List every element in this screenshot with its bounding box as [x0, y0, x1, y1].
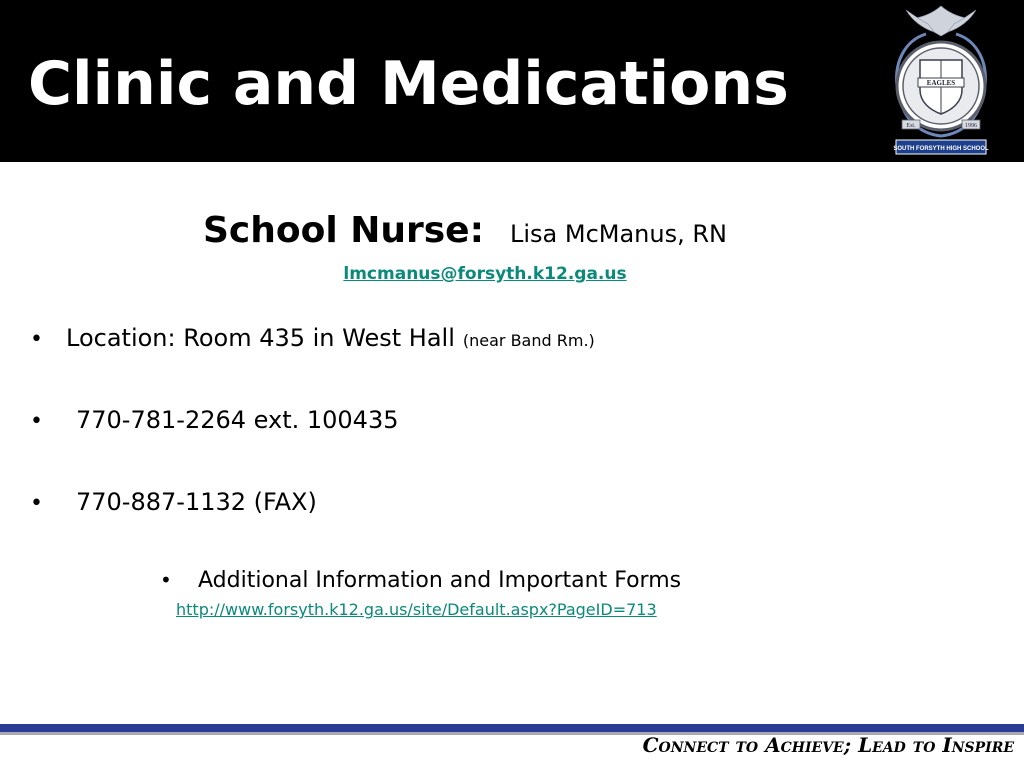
logo-caption: SOUTH FORSYTH HIGH SCHOOL — [893, 146, 989, 152]
bullet-icon: • — [160, 568, 172, 592]
logo-est-year: 1996 — [965, 123, 977, 129]
list-item-phone — [30, 406, 398, 434]
school-nurse-line — [0, 210, 930, 251]
footer-divider — [0, 724, 1024, 732]
header-bar — [0, 0, 1024, 162]
school-nurse-label: School Nurse: — [202, 210, 484, 251]
fax-text: 770-887-1132 (FAX) — [76, 488, 317, 516]
bullet-icon: • — [30, 327, 43, 352]
list-item-location — [30, 324, 595, 352]
location-note: (near Band Rm.) — [462, 331, 595, 350]
eagle-crest-icon — [876, 2, 1006, 158]
page-title: Clinic and Medications — [28, 49, 789, 119]
logo-est-label: Est. — [906, 123, 916, 129]
phone-text: 770-781-2264 ext. 100435 — [76, 406, 399, 434]
school-nurse-name: Lisa McManus, RN — [509, 220, 727, 248]
footer-motto: Connect to Achieve; Lead to Inspire — [642, 733, 1014, 757]
list-item-additional-info — [160, 568, 681, 593]
bullet-icon: • — [30, 491, 43, 516]
list-item-fax — [30, 488, 317, 516]
bullet-icon: • — [30, 409, 43, 434]
location-text: Location: Room 435 in West Hall — [66, 324, 455, 352]
nurse-email-link[interactable]: lmcmanus@forsyth.k12.ga.us — [343, 264, 627, 284]
additional-info-text: Additional Information and Important Forms — [198, 568, 682, 593]
logo-banner-text: EAGLES — [926, 79, 956, 87]
forms-link[interactable]: http://www.forsyth.k12.ga.us/site/Default.aspx?PageID=713 — [176, 600, 657, 619]
